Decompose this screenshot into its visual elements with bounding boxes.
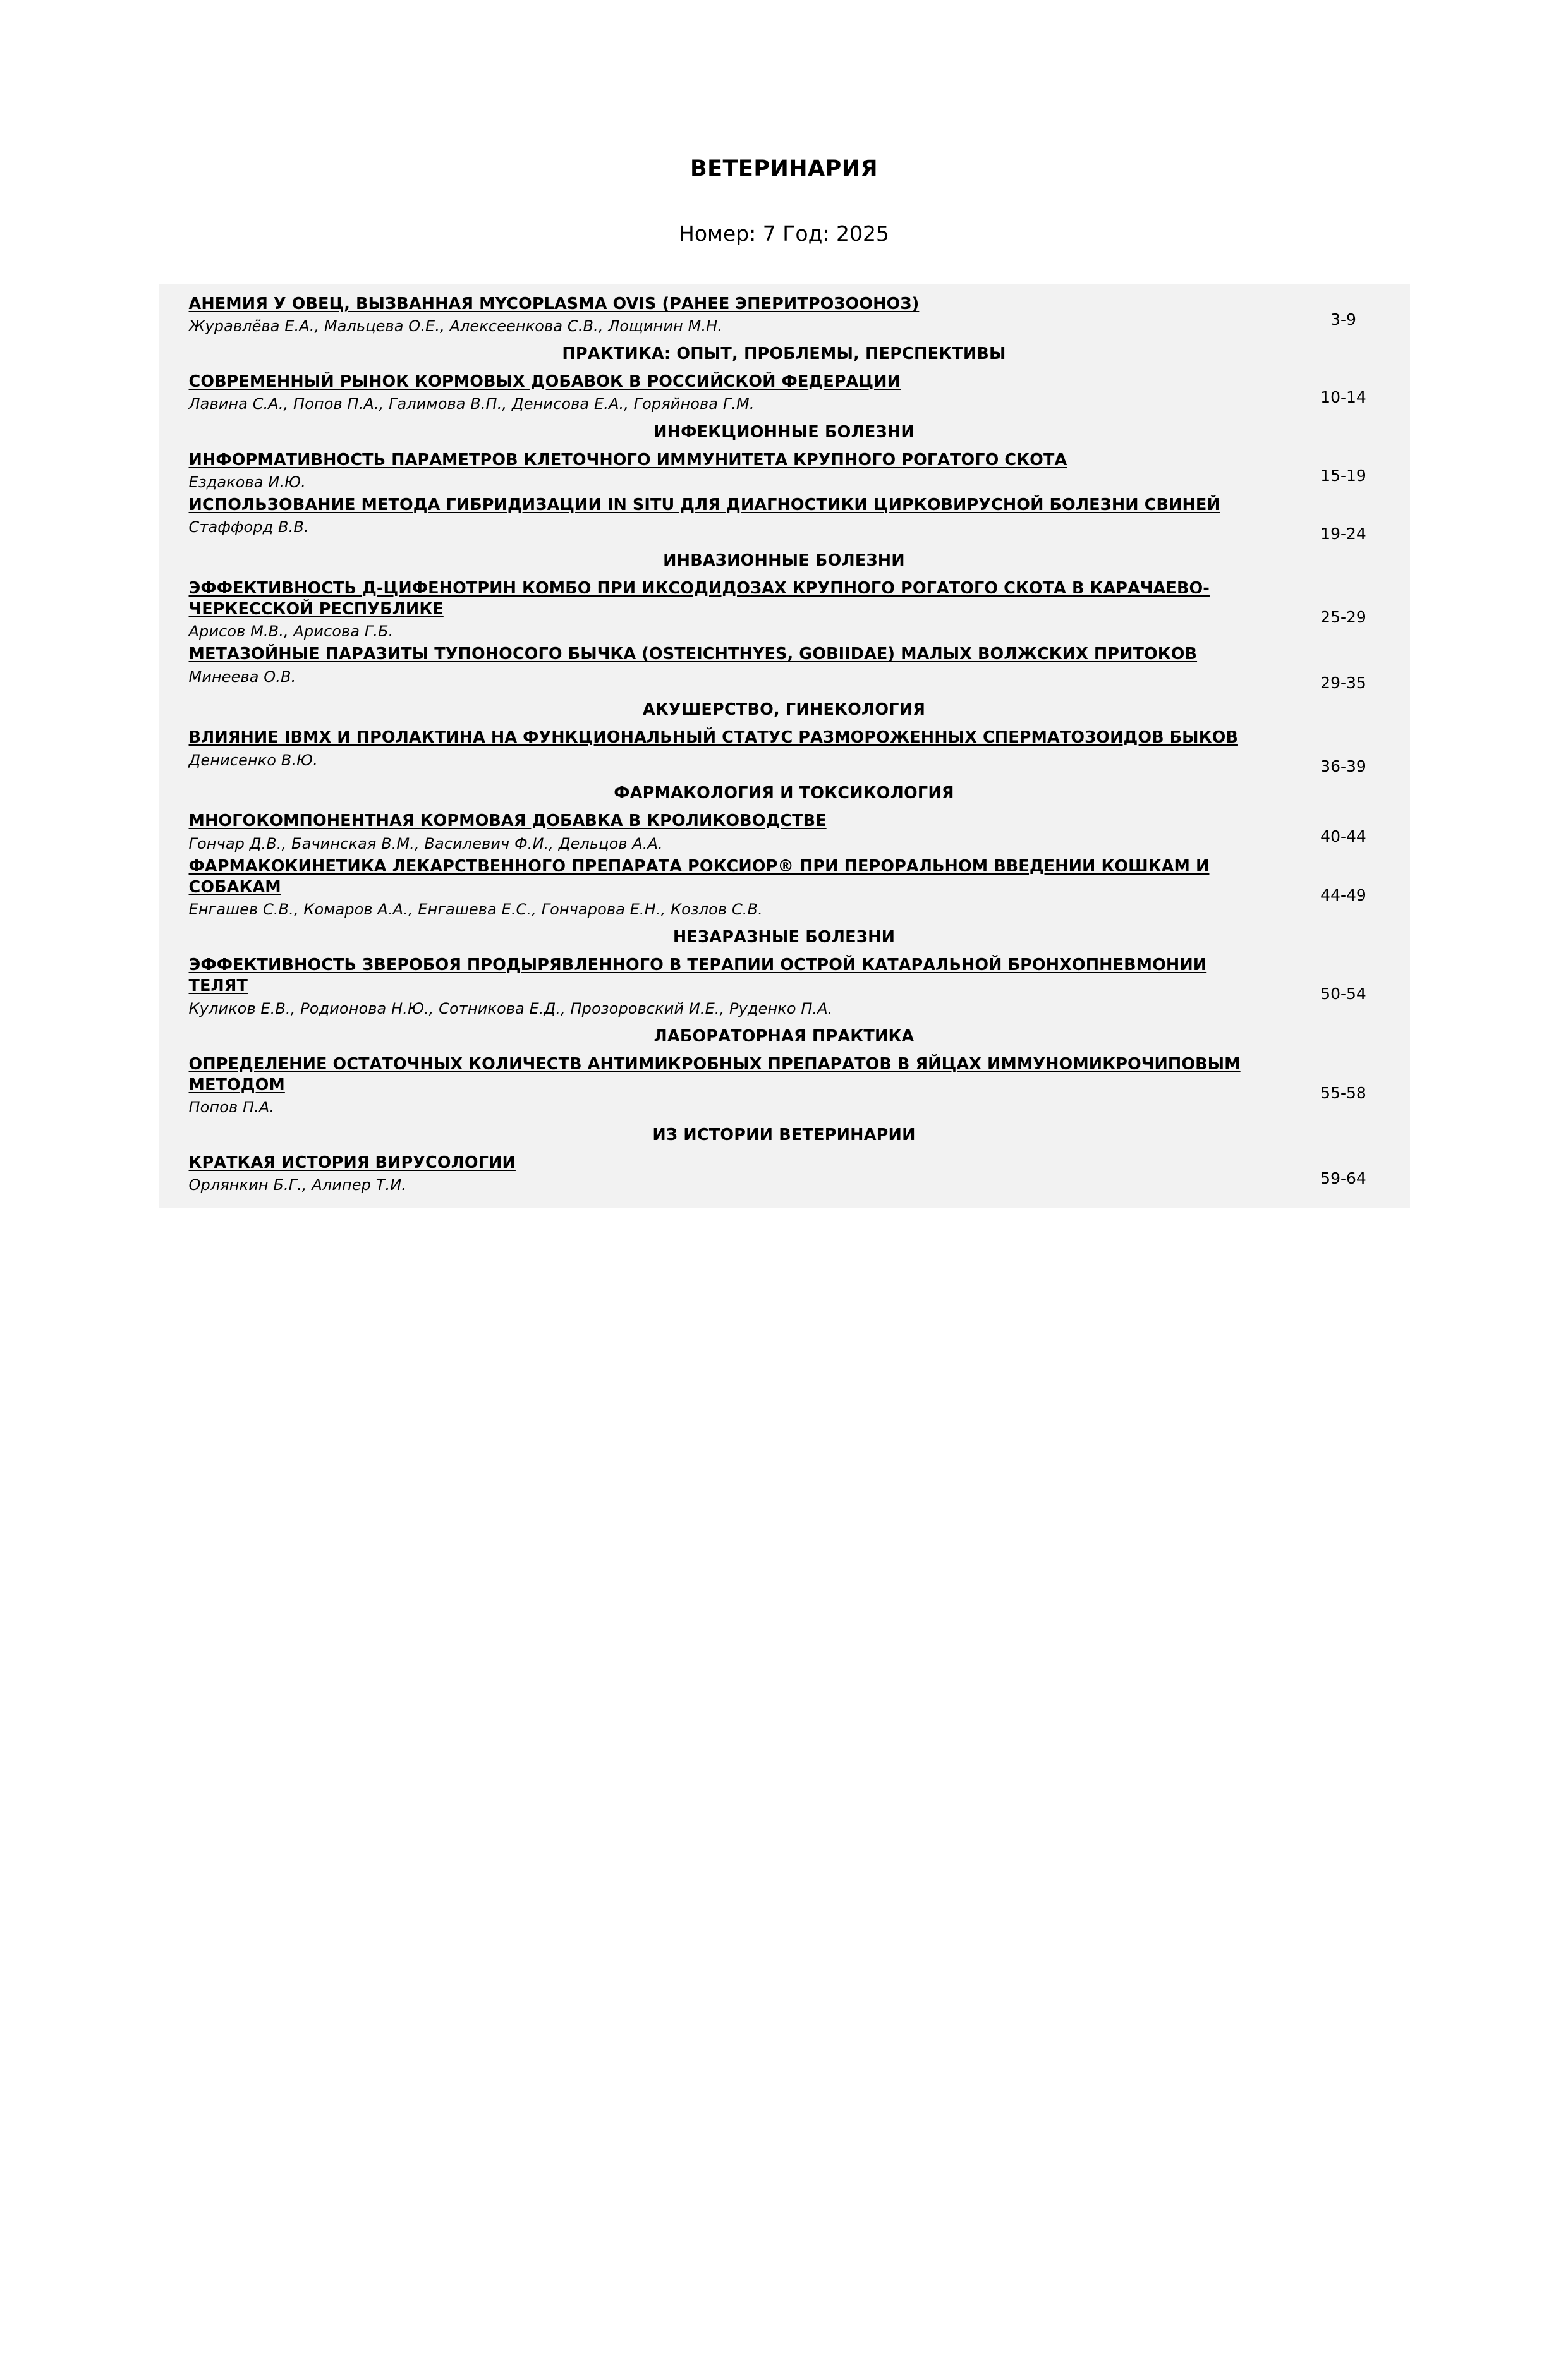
toc-section-heading: ИЗ ИСТОРИИ ВЕТЕРИНАРИИ — [652, 1126, 916, 1145]
toc-entry-pages: 19-24 — [1320, 524, 1366, 543]
toc-entry[interactable] — [159, 643, 1410, 693]
toc-entry-main — [159, 1054, 1277, 1117]
toc-entry[interactable] — [159, 726, 1410, 777]
toc-entry-main — [159, 856, 1277, 919]
toc-entry[interactable] — [159, 370, 1410, 415]
page-title: ВЕТЕРИНАРИЯ — [690, 156, 878, 181]
toc-entry[interactable] — [159, 293, 1410, 337]
page — [0, 156, 1568, 2373]
toc-entry-pages: 29-35 — [1320, 674, 1366, 693]
toc-entry-authors: Лавина С.А., Попов П.А., Галимова В.П., Денисова Е.А., Горяйнова Г.М. — [188, 395, 755, 413]
toc-entry[interactable] — [159, 1053, 1410, 1119]
toc-entry[interactable] — [159, 494, 1410, 544]
toc-section-heading: ИНВАЗИОННЫЕ БОЛЕЗНИ — [663, 550, 905, 570]
toc-entry-authors: Орлянкин Б.Г., Алипер Т.И. — [188, 1176, 407, 1194]
toc-entry-main — [159, 955, 1277, 1018]
toc-section-heading: ФАРМАКОЛОГИЯ И ТОКСИКОЛОГИЯ — [614, 784, 954, 803]
toc-entry-authors: Енгашев С.В., Комаров А.А., Енгашева Е.С., Гончарова Е.Н., Козлов С.В. — [188, 901, 763, 919]
toc-entry[interactable] — [159, 449, 1410, 494]
toc-entry-pages: 55-58 — [1320, 1083, 1366, 1102]
toc-section-heading: ЛАБОРАТОРНАЯ ПРАКТИКА — [653, 1026, 915, 1046]
toc-entry-main — [159, 1153, 1277, 1195]
toc-section-heading: ИНФЕКЦИОННЫЕ БОЛЕЗНИ — [653, 422, 915, 442]
toc-entry-pages: 10-14 — [1320, 388, 1366, 407]
toc-entry-title[interactable]: МНОГОКОМПОНЕНТНАЯ КОРМОВАЯ ДОБАВКА В КРОЛИКОВОДСТВЕ — [188, 811, 827, 831]
toc-entry[interactable] — [159, 954, 1410, 1019]
toc-entry-main — [159, 644, 1277, 686]
table-of-contents — [159, 284, 1410, 1208]
toc-entry-title[interactable]: СОВРЕМЕННЫЙ РЫНОК КОРМОВЫХ ДОБАВОК В РОССИЙСКОЙ ФЕДЕРАЦИИ — [188, 372, 901, 392]
toc-entry-pages: 59-64 — [1320, 1169, 1366, 1188]
toc-entry-authors: Гончар Д.В., Бачинская В.М., Василевич Ф.И., Дельцов А.А. — [188, 834, 663, 853]
toc-entry[interactable] — [159, 577, 1410, 643]
toc-entry-title[interactable]: КРАТКАЯ ИСТОРИЯ ВИРУСОЛОГИИ — [188, 1153, 516, 1173]
toc-entry-title[interactable]: ФАРМАКОКИНЕТИКА ЛЕКАРСТВЕННОГО ПРЕПАРАТА РОКСИОР® ПРИ ПЕРОРАЛЬНОМ ВВЕДЕНИИ КОШКАМ И СОБАКАМ — [188, 856, 1210, 897]
toc-entry-pages: 40-44 — [1320, 827, 1366, 846]
toc-entry-authors: Минеева О.В. — [188, 667, 296, 686]
toc-entry-authors: Денисенко В.Ю. — [188, 751, 318, 769]
toc-entry-main — [159, 811, 1277, 853]
toc-entry-title[interactable]: АНЕМИЯ У ОВЕЦ, ВЫЗВАННАЯ MYCOPLASMA OVIS (РАНЕЕ ЭПЕРИТРОЗООНОЗ) — [188, 294, 920, 313]
toc-entry-authors: Куликов Е.В., Родионова Н.Ю., Сотникова Е.Д., Прозоровский И.Е., Руденко П.А. — [188, 999, 833, 1017]
toc-entry-main — [159, 578, 1277, 641]
toc-entry-authors: Попов П.А. — [188, 1098, 275, 1116]
toc-entry-title[interactable]: ОПРЕДЕЛЕНИЕ ОСТАТОЧНЫХ КОЛИЧЕСТВ АНТИМИКРОБНЫХ ПРЕПАРАТОВ В ЯЙЦАХ ИММУНОМИКРОЧИПОВЫМ МЕТОДОМ — [188, 1054, 1241, 1095]
toc-entry-authors: Арисов М.В., Арисова Г.Б. — [188, 622, 394, 641]
toc-entry-pages: 25-29 — [1320, 607, 1366, 626]
toc-entry-pages: 44-49 — [1320, 885, 1366, 904]
toc-entry-authors: Стаффорд В.В. — [188, 518, 309, 537]
toc-entry-main — [159, 495, 1277, 537]
toc-entry-title[interactable]: ИНФОРМАТИВНОСТЬ ПАРАМЕТРОВ КЛЕТОЧНОГО ИММУНИТЕТА КРУПНОГО РОГАТОГО СКОТА — [188, 450, 1067, 470]
toc-entry-main — [159, 294, 1277, 336]
toc-entry-pages: 36-39 — [1320, 757, 1366, 776]
toc-entry-title[interactable]: МЕТАЗОЙНЫЕ ПАРАЗИТЫ ТУПОНОСОГО БЫЧКА (OSTEICHTHYES, GOBIIDAE) МАЛЫХ ВОЛЖСКИХ ПРИТОКОВ — [188, 645, 1198, 664]
toc-entry-title[interactable]: ВЛИЯНИЕ IBMX И ПРОЛАКТИНА НА ФУНКЦИОНАЛЬНЫЙ СТАТУС РАЗМОРОЖЕННЫХ СПЕРМАТОЗОИДОВ БЫКОВ — [188, 728, 1238, 748]
toc-section-heading: АКУШЕРСТВО, ГИНЕКОЛОГИЯ — [642, 700, 926, 720]
issue-subtitle: Номер: 7 Год: 2025 — [679, 221, 889, 246]
toc-entry[interactable] — [159, 855, 1410, 921]
toc-entry[interactable] — [159, 810, 1410, 854]
toc-section-heading: ПРАКТИКА: ОПЫТ, ПРОБЛЕМЫ, ПЕРСПЕКТИВЫ — [562, 344, 1006, 364]
toc-entry-title[interactable]: ЭФФЕКТИВНОСТЬ ЗВЕРОБОЯ ПРОДЫРЯВЛЕННОГО В ТЕРАПИИ ОСТРОЙ КАТАРАЛЬНОЙ БРОНХОПНЕВМОНИИ ТЕЛЯТ — [188, 956, 1207, 996]
toc-entry-main — [159, 450, 1277, 492]
toc-entry-pages: 3-9 — [1330, 310, 1356, 329]
toc-entry-main — [159, 372, 1277, 414]
toc-entry-title[interactable]: ИСПОЛЬЗОВАНИЕ МЕТОДА ГИБРИДИЗАЦИИ IN SITU ДЛЯ ДИАГНОСТИКИ ЦИРКОВИРУСНОЙ БОЛЕЗНИ СВИНЕЙ — [188, 495, 1220, 514]
toc-section-heading: НЕЗАРАЗНЫЕ БОЛЕЗНИ — [672, 928, 896, 947]
toc-entry-authors: Журавлёва Е.А., Мальцева О.Е., Алексеенкова С.В., Лощинин М.Н. — [188, 317, 722, 336]
toc-entry-pages: 15-19 — [1320, 466, 1366, 485]
toc-entry-pages: 50-54 — [1320, 985, 1366, 1004]
toc-entry[interactable] — [159, 1151, 1410, 1196]
toc-entry-title[interactable]: ЭФФЕКТИВНОСТЬ Д-ЦИФЕНОТРИН КОМБО ПРИ ИКСОДИДОЗАХ КРУПНОГО РОГАТОГО СКОТА В КАРАЧАЕВО-ЧЕРКЕССКОЙ РЕСПУБЛИКЕ — [188, 578, 1210, 619]
toc-entry-authors: Ездакова И.Ю. — [188, 473, 306, 491]
toc-entry-main — [159, 727, 1277, 770]
